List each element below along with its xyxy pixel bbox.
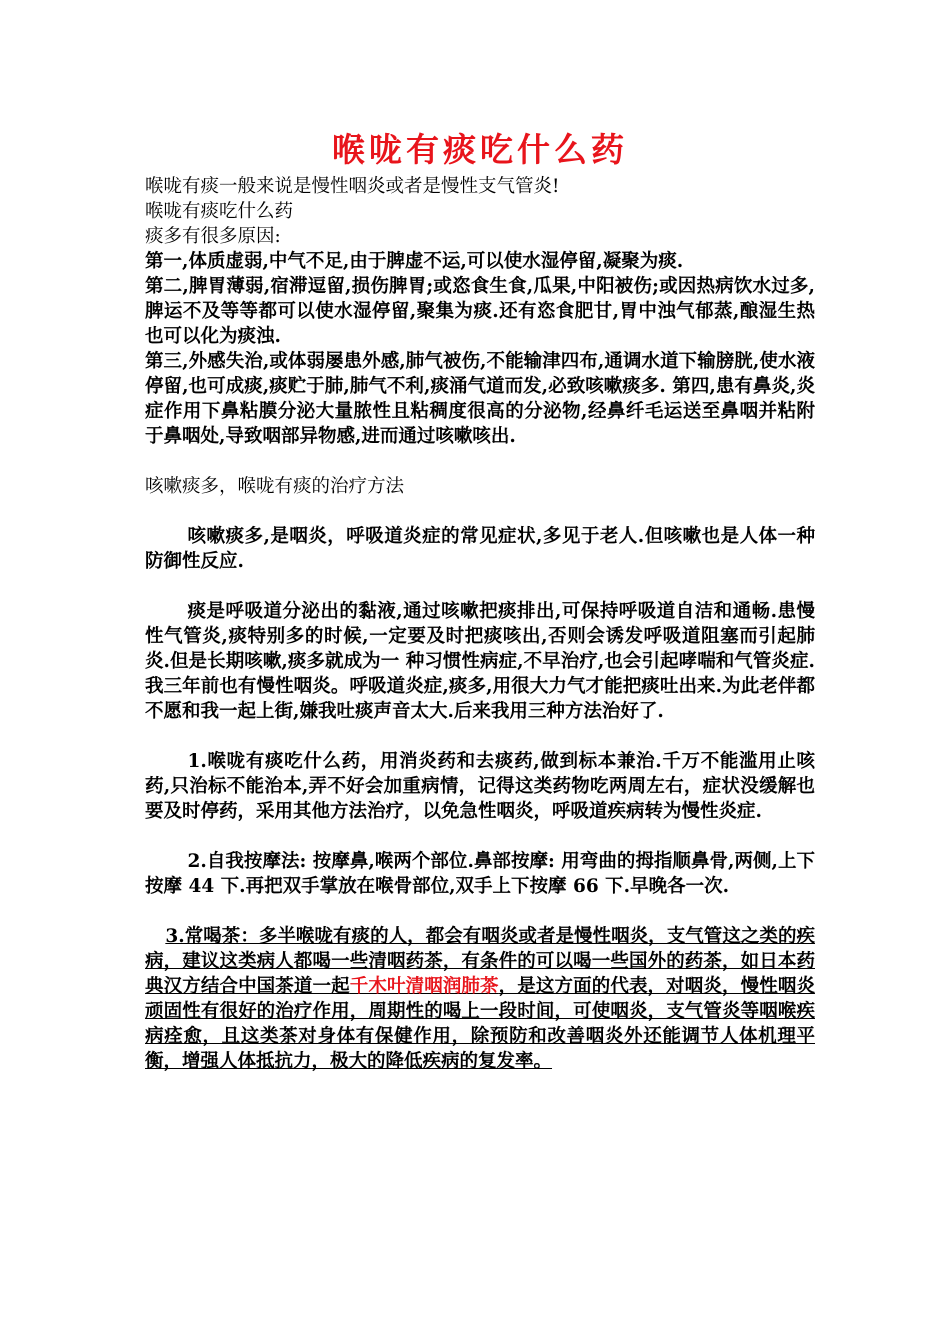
spacer [145, 824, 815, 849]
spacer [145, 499, 815, 524]
cause-second: 第二,脾胃薄弱,宿滞逗留,损伤脾胃;或恣食生食,瓜果,中阳被伤;或因热病饮水过多,脾运不及等等都可以使水湿停留,聚集为痰.还有恣食肥甘,胃中浊气郁蒸,酿湿生热也可以化为痰浊. [145, 276, 815, 347]
intro-line-1: 喉咙有痰一般来说是慢性咽炎或者是慢性支气管炎! [145, 176, 560, 197]
spacer [145, 449, 815, 474]
tea-text-before: 3.常喝茶：多半喉咙有痰的人，都会有咽炎或者是慢性咽炎，支气管这之类的疾病，建议这类病人都喝一些清咽药茶，有条件的可以喝一些国外的药茶，如日本药典汉方结合中国茶道一起 [145, 926, 815, 997]
paragraph-cough: 咳嗽痰多,是咽炎，呼吸道炎症的常见症状,多见于老人.但咳嗽也是人体一种防御性反应. [145, 526, 815, 572]
document-body [145, 174, 815, 1074]
spacer [145, 724, 815, 749]
paragraph-phlegm: 痰是呼吸道分泌出的黏液,通过咳嗽把痰排出,可保持呼吸道自洁和通畅.患慢性气管炎,痰特别多的时候,一定要及时把痰咳出,否则会诱发呼吸道阻塞而引起肺炎.但是长期咳嗽,痰多就成为一 种习惯性病症,不早治疗,也会引起哮喘和气管炎症.我三年前也有慢性咽炎。呼吸道炎症,痰多,用很大力气才能把痰吐出来.为此老伴都不愿和我一起上街,嫌我吐痰声音太大.后来我用三种方法治好了. [145, 601, 815, 722]
intro-line-2: 喉咙有痰吃什么药 [145, 201, 294, 222]
tea-text-after: ，是这方面的代表，对咽炎，慢性咽炎顽固性有很好的治疗作用，周期性的喝上一段时间，可使咽炎，支气管炎等咽喉疾病痊愈，且这类茶对身体有保健作用，除预防和改善咽炎外还能调节人体机理平衡，增强人体抵抗力，极大的降低疾病的复发率。 [145, 976, 815, 1072]
document-title: 喉咙有痰吃什么药 [332, 130, 628, 169]
section-heading: 咳嗽痰多，喉咙有痰的治疗方法 [145, 476, 405, 497]
method-massage: 2.自我按摩法: 按摩鼻,喉两个部位.鼻部按摩: 用弯曲的拇指顺鼻骨,两侧,上下按摩 44 下.再把双手掌放在喉骨部位,双手上下按摩 66 下.早晚各一次. [145, 851, 815, 897]
tea-product-link[interactable]: 千木叶清咽润肺茶 [349, 976, 499, 997]
spacer [145, 899, 815, 924]
cause-third-fourth: 第三,外感失治,或体弱屡患外感,肺气被伤,不能输津四布,通调水道下输膀胱,使水液停留,也可成痰,痰贮于肺,肺气不利,痰涌气道而发,必致咳嗽痰多. 第四,患有鼻炎,炎症作用下鼻粘膜分泌大量脓性且粘稠度很高的分泌物,经鼻纤毛运送至鼻咽并粘附于鼻咽处,导致咽部异物感,进而通过咳嗽咳出. [145, 351, 815, 447]
cause-first: 第一,体质虚弱,中气不足,由于脾虚不运,可以使水湿停留,凝聚为痰. [145, 251, 684, 272]
method-tea [145, 924, 815, 1074]
method-medicine: 1.喉咙有痰吃什么药，用消炎药和去痰药,做到标本兼治.千万不能滥用止咳药,只治标不能治本,弄不好会加重病情，记得这类药物吃两周左右，症状没缓解也要及时停药，采用其他方法治疗，以免急性咽炎，呼吸道疾病转为慢性炎症. [145, 751, 815, 822]
intro-line-3: 痰多有很多原因: [145, 226, 281, 247]
spacer [145, 574, 815, 599]
